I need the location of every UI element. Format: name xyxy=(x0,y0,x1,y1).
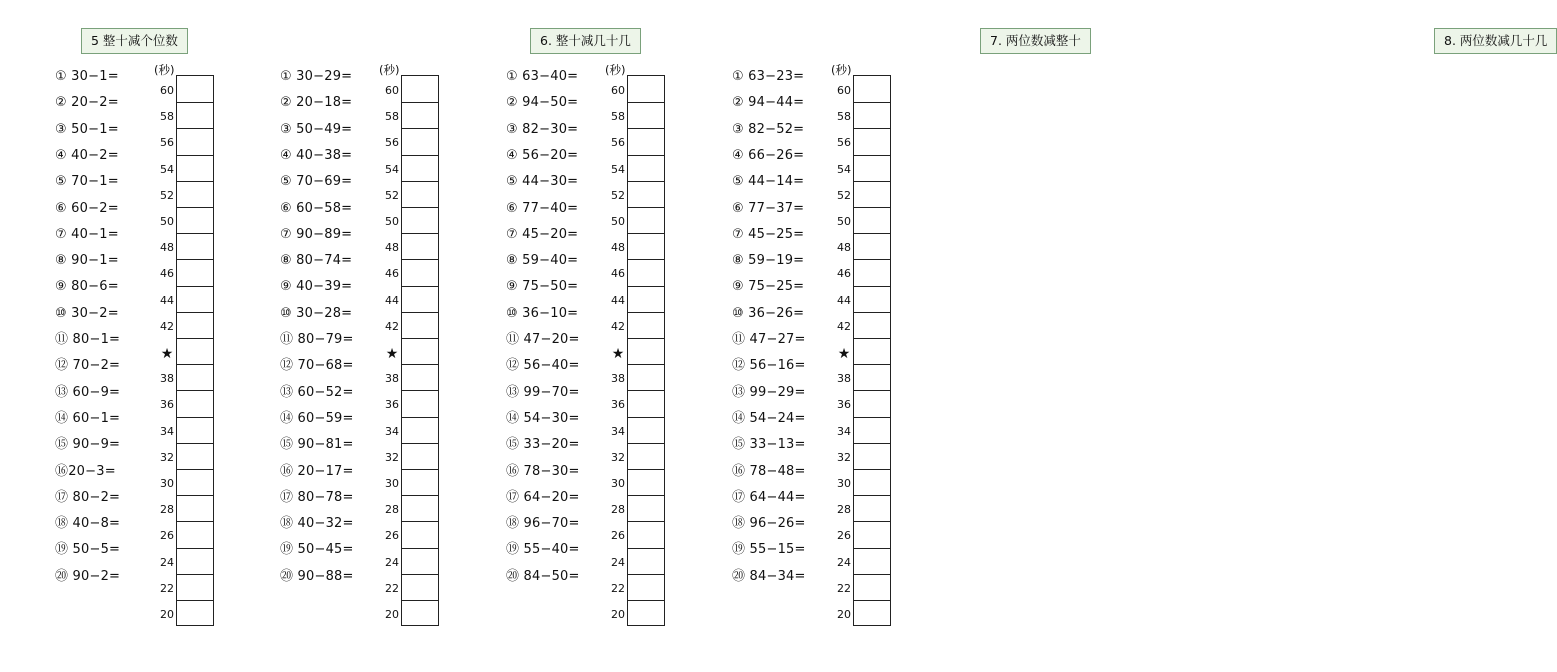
answer-box-divider xyxy=(402,469,438,470)
answer-box-divider xyxy=(854,207,890,208)
answer-box-divider xyxy=(628,259,664,260)
timer-tick-label: 46 xyxy=(385,267,399,281)
timer-tick-label: 22 xyxy=(385,581,399,595)
timer-tick-label: 58 xyxy=(160,110,174,124)
worksheet-column-1 xyxy=(55,0,285,672)
timer-tick-label: 50 xyxy=(611,215,625,228)
timer-tick-label: 60 xyxy=(385,84,399,97)
timer-tick-label: 48 xyxy=(611,241,625,255)
timer-tick-label: 22 xyxy=(611,581,625,595)
timer-tick-label: 50 xyxy=(837,215,851,228)
problem-item: ④ 66−26= xyxy=(732,147,805,163)
answer-box-divider xyxy=(628,207,664,208)
timer-tick-label: 38 xyxy=(160,372,174,386)
timer-tick-label: 20 xyxy=(837,608,851,621)
problem-item: ⑫ 70−68= xyxy=(280,358,354,374)
timer-tick-label: 52 xyxy=(837,188,851,202)
timer-tick-label: 42 xyxy=(160,319,174,333)
answer-box-divider xyxy=(402,574,438,575)
star-marker-icon: ★ xyxy=(160,346,174,362)
answer-box-divider xyxy=(402,128,438,129)
timer-tick-label: 48 xyxy=(160,241,174,255)
answer-box-divider xyxy=(402,364,438,365)
problem-item: ⑧ 90−1= xyxy=(55,253,119,269)
timer-tick-label: 52 xyxy=(385,188,399,202)
answer-box-divider xyxy=(177,390,213,391)
timer-tick-label: 44 xyxy=(160,293,174,307)
answer-box-divider xyxy=(628,443,664,444)
problem-item: ⑬ 60−52= xyxy=(280,384,354,400)
problem-item: ⑪ 80−79= xyxy=(280,332,354,347)
timer-tick-label: 60 xyxy=(611,84,625,97)
problem-item: ⑬ 60−9= xyxy=(55,384,121,400)
answer-box-divider xyxy=(628,521,664,522)
timer-tick-label: 24 xyxy=(385,555,399,569)
answer-box-divider xyxy=(628,181,664,182)
timer-tick-label: 52 xyxy=(160,188,174,202)
timer-tick-label: 38 xyxy=(385,372,399,386)
timer-tick-label: 38 xyxy=(837,372,851,386)
answer-box-divider xyxy=(402,521,438,522)
answer-box-divider xyxy=(177,548,213,549)
problem-item: ② 20−2= xyxy=(55,95,119,111)
problem-item: ⑯ 20−17= xyxy=(280,463,354,479)
problem-item: ① 63−40= xyxy=(506,69,579,84)
timer-tick-label: 22 xyxy=(160,581,174,595)
timer-tick-label: 28 xyxy=(385,503,399,517)
problem-item: ⑲ 50−45= xyxy=(280,542,354,558)
problem-item: ⑲ 50−5= xyxy=(55,542,121,558)
section-title: 7. 两位数减整十 xyxy=(980,28,1091,54)
answer-box-divider xyxy=(628,417,664,418)
timer-tick-label: 46 xyxy=(160,267,174,281)
timer-tick-label: 56 xyxy=(385,136,399,150)
answer-box-divider xyxy=(402,548,438,549)
timer-tick-label: 20 xyxy=(160,608,174,621)
problem-item: ⑦ 45−20= xyxy=(506,226,579,242)
timer-tick-label: 58 xyxy=(385,110,399,124)
timer-tick-label: 42 xyxy=(837,319,851,333)
problem-item: ④ 40−2= xyxy=(55,147,119,163)
problem-item: ② 94−50= xyxy=(506,95,579,111)
problem-item: ② 20−18= xyxy=(280,95,353,111)
timer-tick-label: 58 xyxy=(611,110,625,124)
problem-item: ⑧ 59−19= xyxy=(732,253,805,269)
timer-tick-label: 30 xyxy=(385,477,399,490)
problem-item: ⑩ 36−10= xyxy=(506,305,579,321)
timer-tick-label: 26 xyxy=(385,529,399,543)
answer-box-divider xyxy=(177,443,213,444)
problem-item: ⑭ 54−30= xyxy=(506,410,580,426)
timer-tick-label: 34 xyxy=(385,424,399,438)
problem-item: ⑥ 60−58= xyxy=(280,200,353,216)
problem-item: ⑰ 64−20= xyxy=(506,489,580,505)
answer-box-divider xyxy=(177,574,213,575)
problem-item: ⑮ 33−20= xyxy=(506,437,580,453)
answer-box-divider xyxy=(854,181,890,182)
answer-box-divider xyxy=(177,469,213,470)
answer-box-divider xyxy=(177,155,213,156)
answer-box-divider xyxy=(177,207,213,208)
problem-item: ⑧ 80−74= xyxy=(280,253,353,269)
answer-box-divider xyxy=(177,286,213,287)
answer-box-divider xyxy=(177,128,213,129)
problem-item: ⑥ 77−40= xyxy=(506,200,579,216)
answer-box-divider xyxy=(402,338,438,339)
seconds-unit-label: (秒) xyxy=(605,63,626,77)
timer-tick-label: 60 xyxy=(160,84,174,97)
answer-box-divider xyxy=(628,155,664,156)
answer-box-divider xyxy=(854,443,890,444)
star-marker-icon: ★ xyxy=(837,346,851,362)
problem-item: ⑫ 56−40= xyxy=(506,358,580,374)
timer-tick-label: 26 xyxy=(611,529,625,543)
timer-tick-label: 28 xyxy=(837,503,851,517)
problem-item: ⑳ 84−34= xyxy=(732,568,806,584)
problem-item: ⑦ 90−89= xyxy=(280,226,353,242)
timer-tick-label: 34 xyxy=(160,424,174,438)
answer-box-divider xyxy=(177,495,213,496)
timer-tick-label: 46 xyxy=(611,267,625,281)
section-title: 5 整十减个位数 xyxy=(81,28,188,54)
answer-box-divider xyxy=(854,233,890,234)
problem-item: ④ 56−20= xyxy=(506,147,579,163)
problem-item: ⑳ 90−2= xyxy=(55,568,121,584)
answer-box-divider xyxy=(854,417,890,418)
answer-box-column xyxy=(176,75,214,626)
timer-tick-label: 42 xyxy=(611,319,625,333)
problem-item: ⑤ 44−14= xyxy=(732,174,805,190)
problem-item: ① 63−23= xyxy=(732,69,805,84)
timer-tick-label: 28 xyxy=(160,503,174,517)
timer-tick-label: 54 xyxy=(837,162,851,176)
answer-box-divider xyxy=(854,286,890,287)
answer-box-divider xyxy=(177,600,213,601)
answer-box-column xyxy=(853,75,891,626)
problem-item: ⑳ 84−50= xyxy=(506,568,580,584)
timer-tick-label: 32 xyxy=(385,450,399,464)
timer-tick-label: 54 xyxy=(385,162,399,176)
answer-box-divider xyxy=(854,364,890,365)
answer-box-divider xyxy=(854,469,890,470)
answer-box-divider xyxy=(402,390,438,391)
timer-tick-label: 26 xyxy=(837,529,851,543)
answer-box-divider xyxy=(854,495,890,496)
problem-item: ⑫ 70−2= xyxy=(55,358,121,374)
answer-box-divider xyxy=(628,233,664,234)
problem-item: ⑯ 78−30= xyxy=(506,463,580,479)
problem-item: ⑭ 60−59= xyxy=(280,410,354,426)
problem-item: ④ 40−38= xyxy=(280,147,353,163)
timer-tick-label: 42 xyxy=(385,319,399,333)
seconds-unit-label: (秒) xyxy=(831,63,852,77)
timer-tick-label: 24 xyxy=(160,555,174,569)
problem-item: ① 30−29= xyxy=(280,69,353,84)
timer-tick-label: 30 xyxy=(611,477,625,490)
answer-box-divider xyxy=(177,181,213,182)
timer-tick-label: 36 xyxy=(160,398,174,412)
timer-tick-label: 46 xyxy=(837,267,851,281)
problem-item: ⑰ 64−44= xyxy=(732,489,806,505)
problem-item: ③ 50−49= xyxy=(280,121,353,137)
problem-item: ⑨ 80−6= xyxy=(55,279,119,295)
answer-box-divider xyxy=(628,390,664,391)
answer-box-divider xyxy=(854,102,890,103)
problem-item: ⑱ 96−26= xyxy=(732,516,806,532)
problem-item: ⑪ 80−1= xyxy=(55,332,121,347)
timer-tick-label: 30 xyxy=(837,477,851,490)
timer-tick-label: 26 xyxy=(160,529,174,543)
answer-box-divider xyxy=(628,495,664,496)
problem-item: ⑲ 55−15= xyxy=(732,542,806,558)
answer-box-column xyxy=(627,75,665,626)
timer-tick-label: 36 xyxy=(837,398,851,412)
timer-tick-label: 52 xyxy=(611,188,625,202)
answer-box-divider xyxy=(402,443,438,444)
problem-item: ⑭ 54−24= xyxy=(732,410,806,426)
problem-item: ⑩ 30−2= xyxy=(55,305,119,321)
problem-item: ⑯ 78−48= xyxy=(732,463,806,479)
timer-tick-label: 56 xyxy=(160,136,174,150)
timer-tick-label: 34 xyxy=(837,424,851,438)
problem-item: ⑩ 36−26= xyxy=(732,305,805,321)
problem-item: ② 94−44= xyxy=(732,95,805,111)
timer-tick-label: 60 xyxy=(837,84,851,97)
seconds-unit-label: (秒) xyxy=(379,63,400,77)
answer-box-divider xyxy=(177,312,213,313)
timer-tick-label: 36 xyxy=(385,398,399,412)
problem-item: ⑪ 47−20= xyxy=(506,332,580,347)
answer-box-divider xyxy=(628,364,664,365)
problem-item: ⑭ 60−1= xyxy=(55,410,121,426)
answer-box-divider xyxy=(177,521,213,522)
problem-item: ⑤ 44−30= xyxy=(506,174,579,190)
answer-box-divider xyxy=(628,286,664,287)
answer-box-divider xyxy=(628,338,664,339)
timer-tick-label: 28 xyxy=(611,503,625,517)
answer-box-divider xyxy=(628,574,664,575)
timer-tick-label: 48 xyxy=(385,241,399,255)
timer-tick-label: 20 xyxy=(611,608,625,621)
problem-item: ⑳ 90−88= xyxy=(280,568,354,584)
answer-box-divider xyxy=(402,181,438,182)
timer-tick-label: 44 xyxy=(385,293,399,307)
answer-box-divider xyxy=(177,338,213,339)
timer-tick-label: 58 xyxy=(837,110,851,124)
section-title: 6. 整十减几十几 xyxy=(530,28,641,54)
timer-tick-label: 24 xyxy=(837,555,851,569)
answer-box-divider xyxy=(402,600,438,601)
answer-box-divider xyxy=(854,521,890,522)
timer-tick-label: 54 xyxy=(611,162,625,176)
answer-box-divider xyxy=(854,600,890,601)
timer-tick-label: 36 xyxy=(611,398,625,412)
problem-item: ⑫ 56−16= xyxy=(732,358,806,374)
answer-box-divider xyxy=(402,312,438,313)
answer-box-divider xyxy=(402,233,438,234)
problem-item: ③ 50−1= xyxy=(55,121,119,137)
answer-box-divider xyxy=(177,417,213,418)
answer-box-divider xyxy=(177,233,213,234)
answer-box-divider xyxy=(628,102,664,103)
answer-box-divider xyxy=(402,286,438,287)
problem-item: ⑱ 40−32= xyxy=(280,516,354,532)
answer-box-divider xyxy=(854,312,890,313)
answer-box-divider xyxy=(177,259,213,260)
answer-box-divider xyxy=(628,128,664,129)
answer-box-divider xyxy=(402,102,438,103)
problem-item: ⑱ 96−70= xyxy=(506,516,580,532)
problem-item: ⑱ 40−8= xyxy=(55,516,121,532)
problem-item: ⑨ 75−25= xyxy=(732,279,805,295)
timer-tick-label: 56 xyxy=(611,136,625,150)
answer-box-divider xyxy=(628,469,664,470)
answer-box-divider xyxy=(854,259,890,260)
answer-box-divider xyxy=(854,338,890,339)
problem-item: ⑤ 70−1= xyxy=(55,174,119,190)
problem-item: ⑯20−3= xyxy=(55,463,116,479)
answer-box-divider xyxy=(177,364,213,365)
answer-box-divider xyxy=(854,548,890,549)
problem-item: ⑥ 60−2= xyxy=(55,200,119,216)
timer-tick-label: 38 xyxy=(611,372,625,386)
timer-tick-label: 56 xyxy=(837,136,851,150)
answer-box-divider xyxy=(854,155,890,156)
problem-item: ⑨ 75−50= xyxy=(506,279,579,295)
problem-item: ⑦ 40−1= xyxy=(55,226,119,242)
problem-item: ⑬ 99−29= xyxy=(732,384,806,400)
timer-tick-label: 32 xyxy=(837,450,851,464)
answer-box-divider xyxy=(402,207,438,208)
problem-item: ① 30−1= xyxy=(55,69,119,84)
problem-item: ⑧ 59−40= xyxy=(506,253,579,269)
answer-box-column xyxy=(401,75,439,626)
timer-tick-label: 48 xyxy=(837,241,851,255)
problem-item: ⑰ 80−2= xyxy=(55,489,121,505)
timer-tick-label: 22 xyxy=(837,581,851,595)
answer-box-divider xyxy=(628,600,664,601)
answer-box-divider xyxy=(402,417,438,418)
problem-item: ⑥ 77−37= xyxy=(732,200,805,216)
timer-tick-label: 24 xyxy=(611,555,625,569)
answer-box-divider xyxy=(402,155,438,156)
answer-box-divider xyxy=(854,390,890,391)
answer-box-divider xyxy=(177,102,213,103)
problem-item: ⑬ 99−70= xyxy=(506,384,580,400)
problem-item: ③ 82−30= xyxy=(506,121,579,137)
timer-tick-label: 30 xyxy=(160,477,174,490)
answer-box-divider xyxy=(628,548,664,549)
timer-tick-label: 32 xyxy=(160,450,174,464)
answer-box-divider xyxy=(402,495,438,496)
problem-item: ⑮ 90−9= xyxy=(55,437,121,453)
problem-item: ③ 82−52= xyxy=(732,121,805,137)
timer-tick-label: 20 xyxy=(385,608,399,621)
answer-box-divider xyxy=(402,259,438,260)
problem-item: ⑨ 40−39= xyxy=(280,279,353,295)
seconds-unit-label: (秒) xyxy=(154,63,175,77)
star-marker-icon: ★ xyxy=(611,346,625,362)
timer-tick-label: 50 xyxy=(160,215,174,228)
problem-item: ⑮ 90−81= xyxy=(280,437,354,453)
star-marker-icon: ★ xyxy=(385,346,399,362)
timer-tick-label: 50 xyxy=(385,215,399,228)
timer-tick-label: 44 xyxy=(611,293,625,307)
section-title: 8. 两位数减几十几 xyxy=(1434,28,1557,54)
timer-tick-label: 34 xyxy=(611,424,625,438)
answer-box-divider xyxy=(628,312,664,313)
timer-tick-label: 32 xyxy=(611,450,625,464)
problem-item: ⑰ 80−78= xyxy=(280,489,354,505)
problem-item: ⑪ 47−27= xyxy=(732,332,806,347)
problem-item: ⑲ 55−40= xyxy=(506,542,580,558)
problem-item: ⑩ 30−28= xyxy=(280,305,353,321)
answer-box-divider xyxy=(854,128,890,129)
answer-box-divider xyxy=(854,574,890,575)
problem-item: ⑦ 45−25= xyxy=(732,226,805,242)
timer-tick-label: 54 xyxy=(160,162,174,176)
timer-tick-label: 44 xyxy=(837,293,851,307)
problem-item: ⑤ 70−69= xyxy=(280,174,353,190)
problem-item: ⑮ 33−13= xyxy=(732,437,806,453)
